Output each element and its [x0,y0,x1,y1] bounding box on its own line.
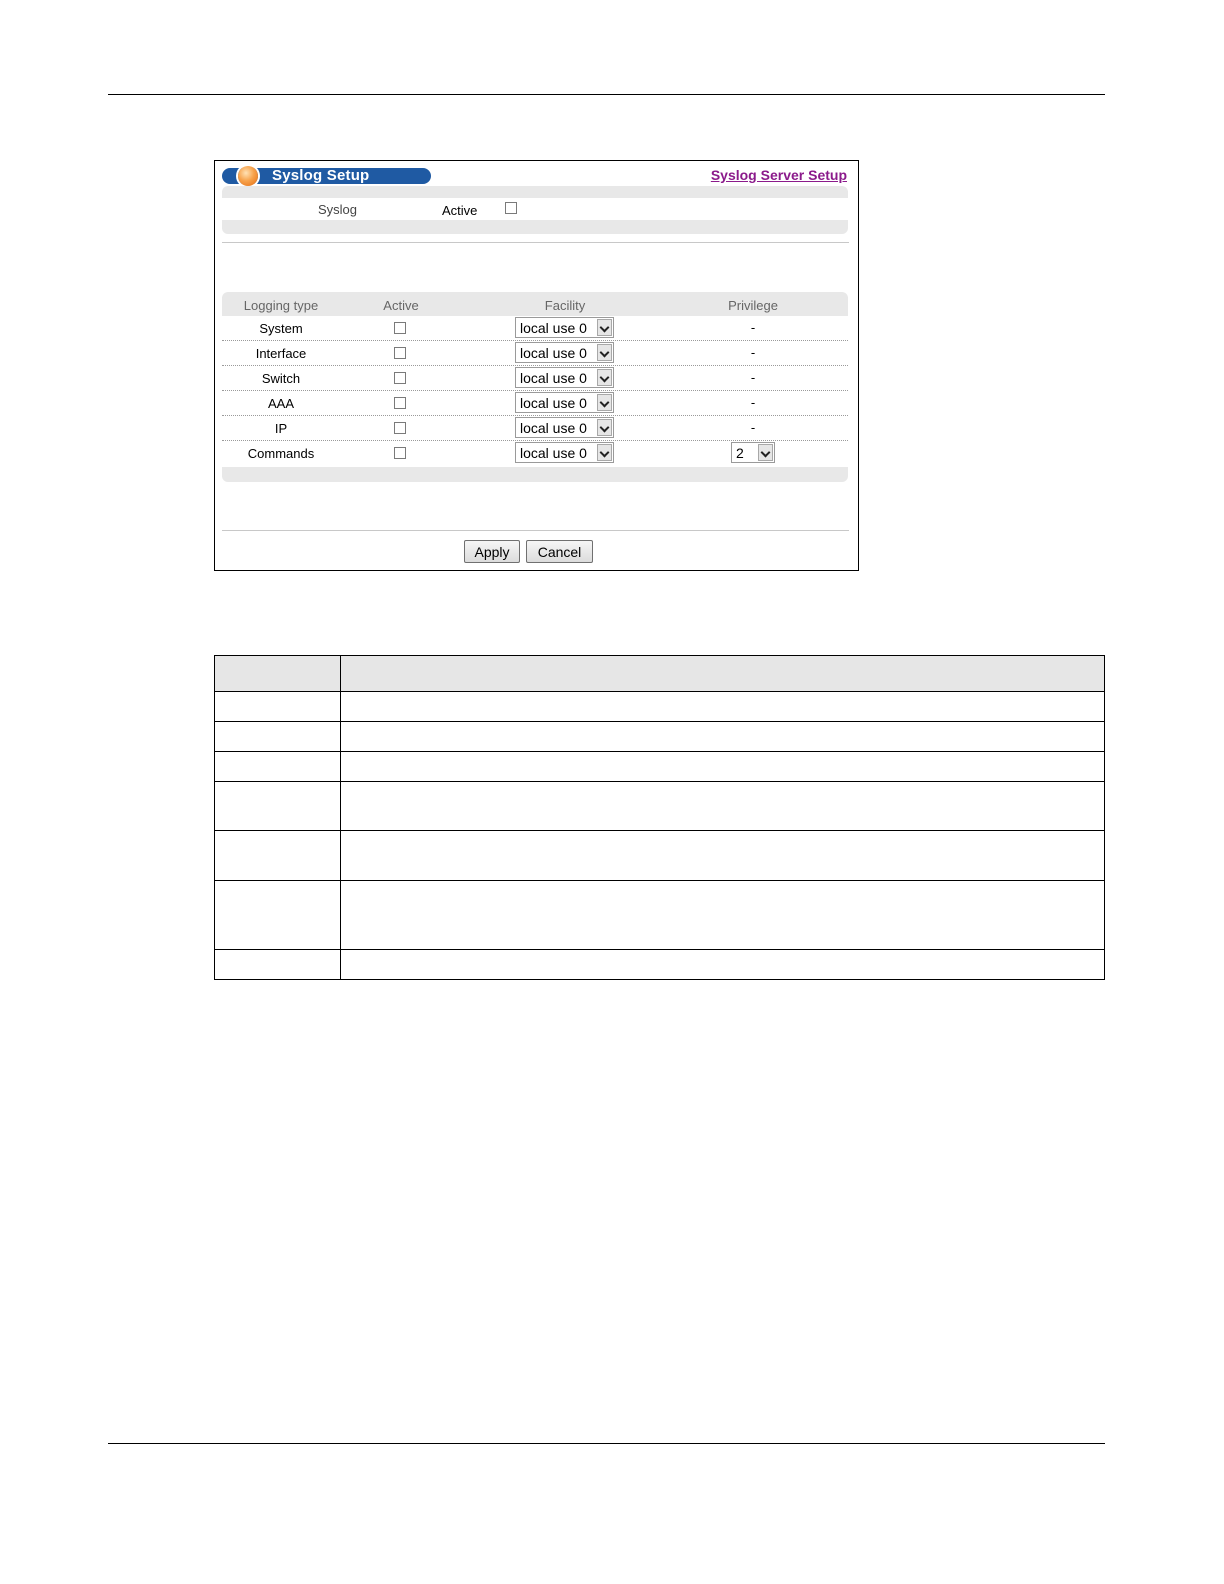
chevron-down-icon[interactable] [597,369,612,386]
table-row [222,316,848,341]
privilege-select[interactable] [731,442,775,463]
logging-type-label: IP [274,421,288,436]
table-row [215,722,1105,752]
footer-rule [108,1443,1105,1444]
divider [222,530,849,531]
facility-select[interactable] [515,317,614,338]
chevron-down-icon[interactable] [597,319,612,336]
syslog-setup-screen [214,160,859,571]
table-row [215,950,1105,980]
description-table [214,655,1105,980]
table-row [215,692,1105,722]
privilege-value: - [750,370,756,385]
active-checkbox[interactable] [394,447,406,459]
facility-select[interactable] [515,442,614,463]
facility-value: local use 0 [520,345,587,361]
header-rule [108,94,1105,95]
privilege-value: - [750,420,756,435]
logging-type-label: Commands [247,446,315,461]
logging-type-label: AAA [267,396,295,411]
table-row [215,831,1105,881]
active-checkbox[interactable] [394,322,406,334]
col-active: Active [383,298,419,313]
facility-select[interactable] [515,417,614,438]
table-row [215,752,1105,782]
facility-value: local use 0 [520,370,587,386]
active-checkbox[interactable] [394,347,406,359]
active-checkbox[interactable] [394,422,406,434]
privilege-value: - [750,345,756,360]
col-logging-type: Logging type [243,298,319,313]
page-title: Syslog Setup [272,167,370,184]
title-bar [222,168,431,184]
table-row [222,441,848,466]
table-row [222,391,848,416]
description-header-cell [341,656,1105,692]
facility-select[interactable] [515,392,614,413]
table-row [222,366,848,391]
facility-value: local use 0 [520,445,587,461]
logging-type-label: System [259,321,303,336]
table-row [215,782,1105,831]
logging-type-label: Switch [261,371,301,386]
col-privilege: Privilege [728,298,778,313]
syslog-panel [222,186,848,234]
chevron-down-icon[interactable] [597,419,612,436]
label-header-cell [215,656,341,692]
logging-table-body [222,316,848,467]
cancel-button[interactable]: Cancel [526,540,593,563]
syslog-label: Syslog [318,202,358,217]
facility-value: local use 0 [520,420,587,436]
col-facility: Facility [544,298,586,313]
table-row [222,341,848,366]
table-row [222,416,848,441]
description-header-row [215,656,1105,692]
facility-value: local use 0 [520,395,587,411]
apply-button[interactable]: Apply [464,540,520,563]
active-checkbox[interactable] [394,397,406,409]
facility-value: local use 0 [520,320,587,336]
syslog-row [222,198,848,220]
logging-table [222,292,848,482]
table-row [215,881,1105,950]
logging-type-label: Interface [255,346,307,361]
privilege-value: 2 [736,445,744,461]
syslog-active-checkbox[interactable] [505,202,517,214]
privilege-value: - [750,320,756,335]
syslog-active-label: Active [442,203,478,218]
active-checkbox[interactable] [394,372,406,384]
facility-select[interactable] [515,342,614,363]
facility-select[interactable] [515,367,614,388]
syslog-server-setup-link[interactable]: Syslog Server Setup [710,167,847,183]
chevron-down-icon[interactable] [758,444,773,461]
chevron-down-icon[interactable] [597,444,612,461]
chevron-down-icon[interactable] [597,394,612,411]
privilege-value: - [750,395,756,410]
divider [222,242,849,243]
orb-icon [238,166,258,186]
chevron-down-icon[interactable] [597,344,612,361]
